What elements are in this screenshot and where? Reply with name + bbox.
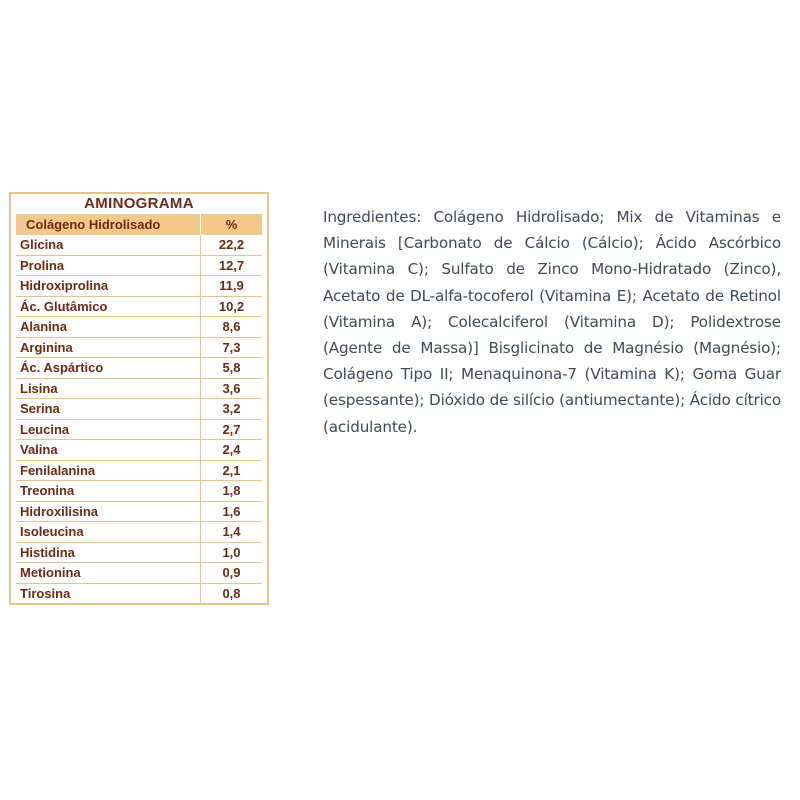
amino-acid-percent: 2,4 (222, 442, 241, 457)
table-row (16, 399, 262, 420)
amino-acid-percent: 8,6 (222, 319, 241, 334)
table-header (16, 214, 262, 235)
table-row (16, 461, 262, 482)
amino-acid-name: Metionina (16, 563, 201, 583)
amino-acid-name: Isoleucina (16, 522, 201, 542)
amino-acid-percent: 1,8 (222, 483, 241, 498)
amino-acid-name: Leucina (16, 420, 201, 440)
table-body (11, 235, 267, 604)
amino-acid-percent: 1,4 (222, 524, 241, 539)
table-row (16, 317, 262, 338)
amino-acid-percent: 3,2 (222, 401, 241, 416)
table-row (16, 440, 262, 461)
table-row (16, 584, 262, 605)
amino-acid-name: Serina (16, 399, 201, 419)
table-row (16, 379, 262, 400)
amino-acid-name: Ác. Aspártico (16, 358, 201, 378)
amino-acid-percent: 2,7 (222, 421, 241, 437)
amino-acid-name: Treonina (16, 481, 201, 501)
table-row (16, 481, 262, 502)
table-row (16, 502, 262, 523)
table-row (16, 522, 262, 543)
amino-acid-percent: 3,6 (222, 380, 241, 396)
table-row (16, 420, 262, 441)
amino-acid-name: Valina (16, 440, 201, 460)
table-row (16, 358, 262, 379)
amino-acid-percent: 2,1 (222, 462, 241, 478)
amino-acid-name: Arginina (16, 338, 201, 358)
amino-acid-percent: 5,8 (222, 360, 241, 375)
table-title: AMINOGRAMA (84, 195, 194, 212)
amino-acid-percent: 22,2 (218, 237, 245, 252)
amino-acid-percent: 7,3 (222, 339, 241, 355)
table-row (16, 235, 262, 256)
amino-acid-percent: 12,7 (218, 257, 245, 273)
amino-acid-name: Hidroxiprolina (16, 276, 201, 296)
amino-acid-name: Hidroxilisina (16, 502, 201, 522)
table-row (16, 338, 262, 359)
amino-acid-name: Histidina (16, 543, 201, 563)
amino-acid-name: Tirosina (16, 584, 201, 604)
table-row (16, 256, 262, 277)
table-row (16, 563, 262, 584)
amino-acid-percent: 10,2 (218, 298, 245, 314)
amino-acid-name: Alanina (16, 317, 201, 337)
amino-acid-percent: 1,0 (222, 544, 241, 560)
amino-acid-percent: 0,9 (222, 565, 241, 580)
amino-acid-percent: 11,9 (219, 278, 244, 293)
amino-acid-percent: 1,6 (222, 503, 241, 519)
amino-acid-name: Glicina (16, 235, 201, 255)
table-row (16, 543, 262, 564)
aminograma-table (9, 192, 269, 605)
amino-acid-percent: 0,8 (222, 585, 241, 601)
header-percent: % (225, 217, 238, 232)
amino-acid-name: Lisina (16, 379, 201, 399)
ingredients-text: Ingredientes: Colágeno Hidrolisado; Mix de Vitaminas e Minerais [Carbonato de Cálcio (Cálcio); Ácido Ascórbico (Vitamina C); Sulfato de Zinco Mono-Hidratado (Zinco), Acetato de DL-alfa-tocoferol (Vitamina E); Acetato de Retinol (Vitamina A); Colecalciferol (Vitamina D); Polidextrose (Agente de Massa)] Bisglicinato de Magnésio (Magnésio); Colágeno Tipo II; Menaquinona-7 (Vitamina K); Goma Guar (espessante); Dióxido de silício (antiumectante); Ácido cítrico (acidulante). (323, 208, 781, 436)
table-row (16, 297, 262, 318)
amino-acid-name: Prolina (16, 256, 201, 276)
amino-acid-name: Fenilalanina (16, 461, 201, 481)
amino-acid-name: Ác. Glutâmico (16, 297, 201, 317)
header-name: Colágeno Hidrolisado (16, 214, 201, 235)
table-row (16, 276, 262, 297)
